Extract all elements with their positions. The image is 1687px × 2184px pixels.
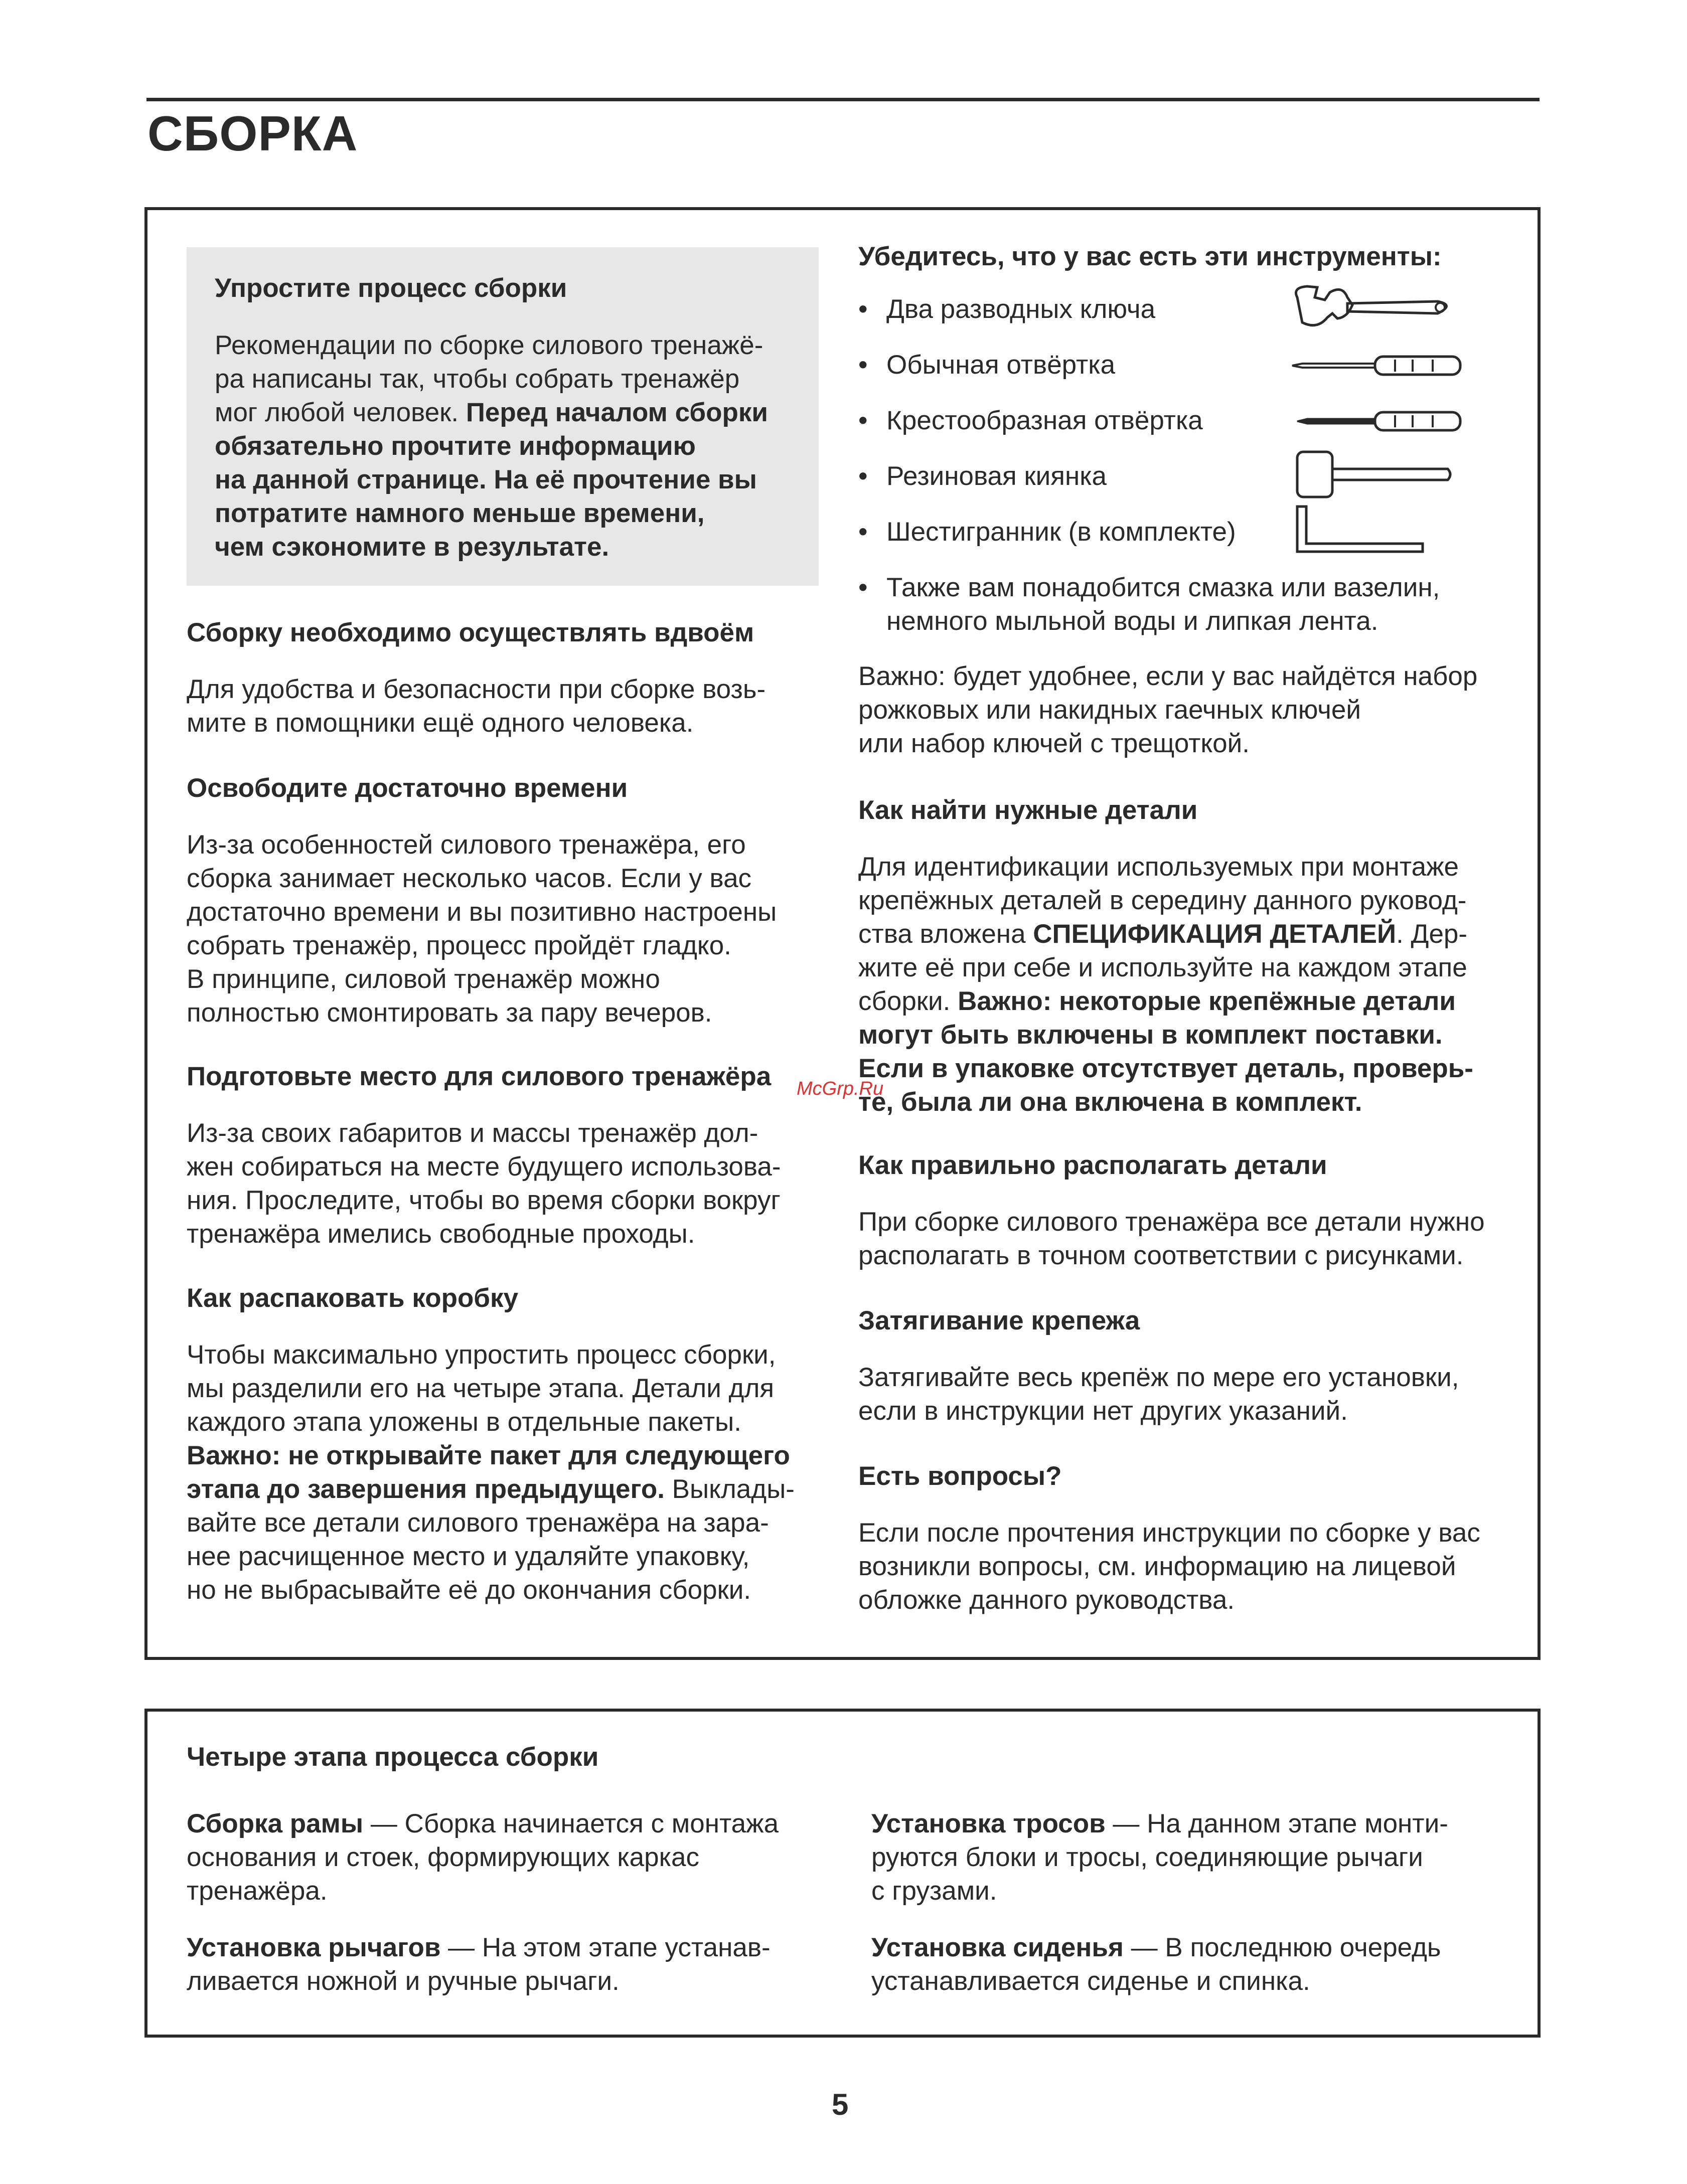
section-line: Из-за своих габаритов и массы тренажёр дол- (187, 1118, 758, 1148)
tool-label: Два разводных ключа (886, 294, 1156, 324)
section-line: рожковых или накидных гаечных ключей (858, 695, 1361, 725)
section-line: крепёжных деталей в середину данного руковод- (858, 886, 1467, 915)
hex-key-icon (1287, 502, 1438, 558)
stage-line: основания и стоек, формирующих каркас (187, 1842, 699, 1872)
section-heading: Как найти нужные детали (858, 795, 1198, 825)
section-line: Из-за особенностей силового тренажёра, его (187, 830, 746, 860)
parts-spec-text: СПЕЦИФИКАЦИЯ ДЕТАЛЕЙ (1033, 919, 1397, 949)
section-line (187, 1472, 839, 1506)
section-line: вайте все детали силового тренажёра на зара- (187, 1508, 769, 1538)
section-important (858, 659, 1525, 760)
section-line: Если после прочтения инструкции по сборке у вас (858, 1518, 1480, 1548)
stage-line: с грузами. (871, 1876, 997, 1906)
section-line (858, 1085, 1530, 1119)
extra-line: немного мыльной воды и липкая лента. (886, 606, 1378, 636)
tool-item (858, 348, 1505, 404)
stage-text: — На данном этапе монти- (1105, 1809, 1448, 1838)
tip-bold-text: обязательно прочтите информацию (215, 431, 696, 461)
stage-cables (871, 1807, 1523, 1908)
section-line (858, 984, 1530, 1018)
bold-text: этапа до завершения предыдущего. (187, 1474, 665, 1504)
tip-line (215, 496, 791, 530)
stage-seat (871, 1931, 1523, 1998)
extra-text (886, 571, 1440, 638)
stage-line: устанавливается сиденье и спинка. (871, 1966, 1310, 1996)
section-line: Важно: будет удобнее, если у вас найдётся набор (858, 661, 1478, 691)
section-line (187, 1439, 839, 1472)
section-line: возникли вопросы, см. информацию на лицевой (858, 1552, 1456, 1581)
tools-heading: Убедитесь, что у вас есть эти инструменты: (858, 242, 1442, 271)
section-line: ния. Проследите, чтобы во время сборки вокруг (187, 1186, 781, 1215)
section-line: Для удобства и безопасности при сборке возь- (187, 675, 766, 704)
tool-label: Резиновая киянка (886, 461, 1107, 491)
bullet: • (858, 461, 868, 491)
section-find-parts (858, 793, 1530, 1119)
bold-text: Важно: некоторые крепёжные детали (958, 986, 1456, 1016)
section-line-text: . Дер- (1396, 919, 1468, 949)
tip-bold-text: потратите намного меньше времени, (215, 498, 705, 528)
tip-heading: Упростите процесс сборки (215, 273, 567, 303)
section-heading: Подготовьте место для силового тренажёра (187, 1062, 772, 1091)
stage-line (871, 1807, 1523, 1840)
section-line: каждого этапа уложены в отдельные пакеты. (187, 1407, 741, 1437)
stage-text: — В последнюю очередь (1123, 1933, 1441, 1962)
tool-item (858, 515, 1505, 571)
bold-text: могут быть включены в комплект поставки. (858, 1020, 1443, 1050)
section-time (187, 771, 829, 1030)
tip-line (215, 530, 791, 564)
tool-label: Крестообразная отвёртка (886, 406, 1203, 435)
stage-line (187, 1807, 839, 1840)
section-line (858, 917, 1530, 951)
stage-text: — Сборка начинается с монтажа (363, 1809, 779, 1838)
watermark: McGrp.Ru (797, 1078, 884, 1099)
tip-bold-text: Перед началом сборки (466, 398, 768, 427)
section-line: или набор ключей с трещоткой. (858, 729, 1250, 758)
extra-line: Также вам понадобится смазка или вазелин, (886, 573, 1440, 602)
bullet: • (858, 294, 868, 324)
page-title: СБОРКА (147, 106, 358, 161)
adjustable-wrench-icon (1287, 282, 1458, 332)
tool-label: Шестигранник (в комплекте) (886, 517, 1236, 547)
section-heading: Как правильно располагать детали (858, 1150, 1327, 1180)
bold-text: Важно: не открывайте пакет для следующего (187, 1441, 790, 1470)
section-line (858, 1052, 1530, 1085)
stages-heading: Четыре этапа процесса сборки (187, 1742, 599, 1772)
section-two-people (187, 616, 829, 740)
section-unpack (187, 1281, 839, 1607)
tip-bold-text: на данной странице. На её прочтение вы (215, 465, 757, 494)
tool-item (858, 292, 1505, 348)
tip-box (187, 247, 819, 586)
bullet: • (858, 350, 868, 380)
section-line: но не выбрасывайте её до окончания сборки. (187, 1575, 751, 1605)
tip-line (215, 396, 791, 429)
section-heading: Освободите достаточно времени (187, 773, 628, 803)
section-line-text: сборки. (858, 986, 958, 1016)
section-line: Затягивайте весь крепёж по мере его установки, (858, 1363, 1459, 1392)
stages-heading-block (187, 1740, 839, 1797)
stage-line: ливается ножной и ручные рычаги. (187, 1966, 620, 1996)
tip-bold-text: чем сэкономите в результате. (215, 532, 609, 562)
tip-line-text: мог любой человек. (215, 398, 466, 427)
bold-text: Если в упаковке отсутствует деталь, проверь- (858, 1054, 1473, 1083)
section-line: В принципе, силовой тренажёр можно (187, 964, 660, 994)
section-line: собрать тренажёр, процесс пройдёт гладко. (187, 931, 731, 960)
section-line: располагать в точном соответствии с рисунками. (858, 1241, 1464, 1270)
stage-levers (187, 1931, 839, 1998)
section-line: достаточно времени и вы позитивно настроены (187, 897, 777, 927)
section-line-text: ства вложена (858, 919, 1033, 949)
tip-line: ра написаны так, чтобы собрать тренажёр (215, 364, 740, 394)
stage-title: Сборка рамы (187, 1809, 364, 1838)
section-line: нее расчищенное место и удаляйте упаковку, (187, 1542, 750, 1571)
tip-line (215, 463, 791, 496)
section-line: мы разделили его на четыре этапа. Детали для (187, 1374, 775, 1403)
stage-line (871, 1931, 1523, 1964)
section-line: При сборке силового тренажёра все детали нужно (858, 1207, 1485, 1237)
section-line: Для идентификации используемых при монтаже (858, 852, 1459, 882)
section-heading: Затягивание крепежа (858, 1306, 1140, 1335)
stage-title: Установка рычагов (187, 1933, 441, 1962)
section-line: Чтобы максимально упростить процесс сборки, (187, 1340, 776, 1370)
section-line: обложке данного руководства. (858, 1585, 1235, 1615)
section-tighten (858, 1304, 1530, 1428)
tip-line (215, 429, 791, 463)
bullet: • (858, 573, 868, 602)
bullet: • (858, 406, 868, 435)
bullet: • (858, 517, 868, 547)
stage-title: Установка сиденья (871, 1933, 1124, 1962)
stage-frame (187, 1807, 839, 1908)
section-line: тренажёра имелись свободные проходы. (187, 1219, 695, 1249)
section-heading: Сборку необходимо осуществлять вдвоём (187, 618, 754, 647)
stage-line: тренажёра. (187, 1876, 328, 1906)
stage-line: руются блоки и тросы, соединяющие рычаги (871, 1842, 1423, 1872)
tip-line: Рекомендации по сборке силового тренажё- (215, 330, 763, 360)
stage-line (187, 1931, 839, 1964)
section-line: если в инструкции нет других указаний. (858, 1396, 1348, 1426)
section-line: жите её при себе и используйте на каждом этапе (858, 953, 1467, 982)
flat-screwdriver-icon (1287, 351, 1468, 381)
section-heading: Есть вопросы? (858, 1461, 1062, 1491)
tool-label: Обычная отвёртка (886, 350, 1116, 380)
section-line: полностью смонтировать за пару вечеров. (187, 998, 712, 1028)
page-number: 5 (832, 2088, 849, 2121)
phillips-screwdriver-icon (1287, 406, 1468, 436)
header-rule (146, 98, 1540, 101)
section-place (187, 1060, 839, 1251)
tool-item-extra (858, 571, 1505, 638)
stage-title: Установка тросов (871, 1809, 1106, 1838)
section-line: сборка занимает несколько часов. Если у вас (187, 864, 752, 893)
stage-text: — На этом этапе устанав- (440, 1933, 771, 1962)
section-line: мите в помощники ещё одного человека. (187, 708, 694, 738)
section-line: жен собираться на месте будущего использова- (187, 1152, 781, 1182)
rubber-mallet-icon (1287, 447, 1458, 502)
section-questions (858, 1459, 1530, 1617)
section-heading: Как распаковать коробку (187, 1283, 519, 1313)
bold-text: те, была ли она включена в комплект. (858, 1087, 1362, 1117)
section-line-text: Выклады- (664, 1474, 795, 1504)
section-line (858, 1018, 1530, 1052)
section-arrange (858, 1148, 1530, 1272)
tools-list (858, 292, 1505, 638)
